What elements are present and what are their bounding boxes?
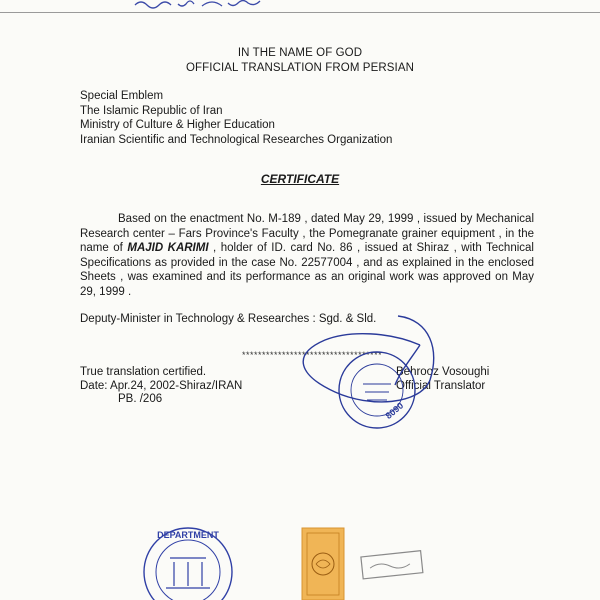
deputy-minister-line: Deputy-Minister in Technology & Researches : Sgd. & Sld.	[80, 313, 377, 325]
department-stamp	[144, 528, 232, 600]
revenue-stamp	[302, 528, 344, 600]
certificate-body	[80, 212, 534, 299]
body-text-part-1: Based on the enactment No. M-189 , dated May 29, 1999 , issued by Mechanical Research center – Fars Province's Faculty , the Pomegranate grainer equipment , in the name of	[80, 213, 534, 254]
certificate-title: CERTIFICATE	[260, 172, 340, 186]
issuer-line: Iranian Scientific and Technological Researches Organization	[80, 133, 393, 146]
top-rule	[0, 12, 600, 13]
issuer-line: The Islamic Republic of Iran	[80, 104, 223, 117]
translator-signature-block	[396, 366, 489, 393]
translation-certification	[80, 366, 242, 407]
separator-stars: ***********************************	[242, 350, 383, 360]
grey-seal-impression	[361, 551, 423, 579]
body-text-part-2: , holder of ID. card No. 86 , issued at Shiraz , with Technical Specifications as provided in the case No. 22577004 , and as explained in the enclosed Sheets , was examined and its performance as an original work was approved on May 29, 1999 .	[80, 242, 534, 298]
translator-name: Behrooz Vosoughi	[396, 366, 490, 378]
issuer-block	[80, 89, 392, 147]
document-header	[0, 46, 600, 76]
certification-reference: PB. /206	[118, 393, 163, 405]
translator-stamp-number: 8090	[383, 400, 406, 421]
certification-date: Date: Apr.24, 2002-Shiraz/IRAN	[80, 379, 243, 392]
issuer-line: Ministry of Culture & Higher Education	[80, 119, 275, 131]
issuer-line: Special Emblem	[80, 90, 164, 102]
header-line-1: IN THE NAME OF GOD	[237, 47, 363, 59]
holder-name: MAJID KARIMI	[127, 242, 209, 254]
translator-title: Official Translator	[396, 379, 486, 392]
department-stamp-label: DEPARTMENT	[157, 530, 219, 540]
header-line-2: OFFICIAL TRANSLATION FROM PERSIAN	[185, 62, 414, 74]
certification-line: True translation certified.	[80, 366, 207, 378]
